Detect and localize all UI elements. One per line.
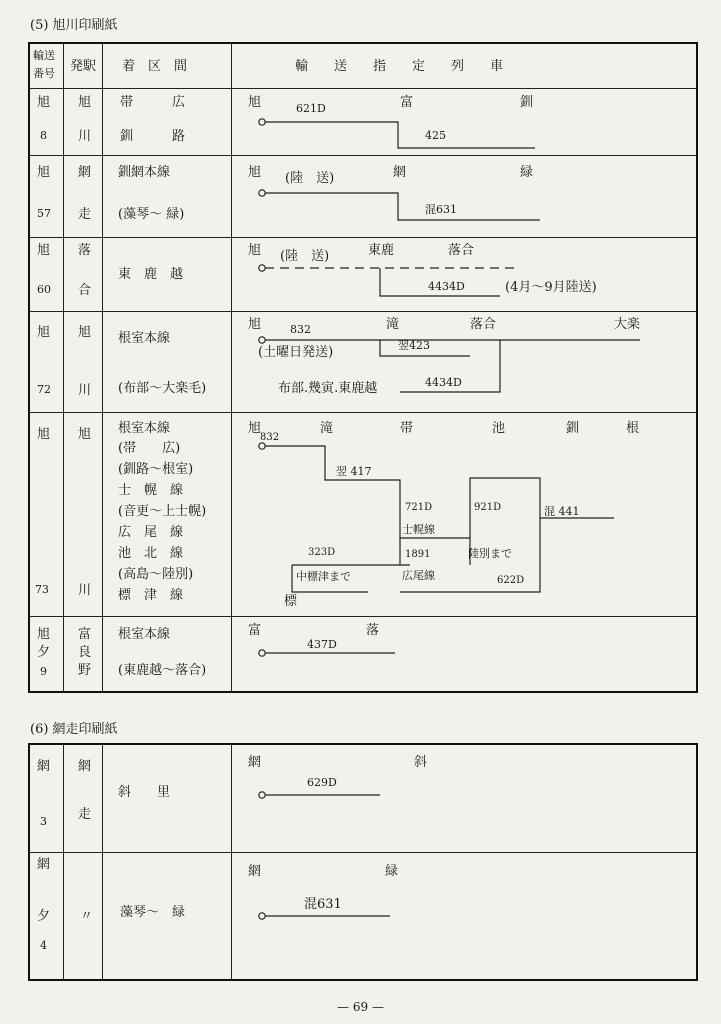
header-destination: 着 区 間 — [122, 59, 188, 74]
section-5-title: (5) 旭川印刷紙 — [30, 18, 118, 33]
section-6-title: (6) 網走印刷紙 — [30, 722, 118, 737]
document-page: (5) 旭川印刷紙 輸送 番号 発駅 着 区 間 輸 送 指 定 列 車 旭 8 旭 川 帯 広 釧 路 旭 621D 富 釧 425 旭 57 網 走 釧網本線 (藻琴〜 緑) 旭 (陸 送) 網 緑 混631 旭 60 落 合 東 鹿 越 旭 (陸 送) 東鹿 落合 4434D (4月〜9月陸送) 旭 72 旭 川 根室本線 (布部〜大楽毛) 旭 832 滝 落合 大楽 (土曜日発送) 翌423 4434D 布部.幾寅.東鹿越 旭 73 旭 川 根室本線 (帯 広) (釧路〜根室) 士 幌 線 (音更〜上士幌) 広 尾 線 池 北 線 (高島〜陸別) 標 津 線 旭 832 滝 帯 池 釧 根 翌 417 721D 士幌線 1891 921D 陸別まで 混 441 323D 中標津まで 広尾線 622D 標 旭 夕 9 富 良 野 根室本線 (東鹿越〜落合) 富 437D 落 (6) 網走印刷紙 網 3 網 走 斜 里 網 629D 斜 網 夕 4 〃 藻琴〜 緑 網 混631 緑 — 69 — — [0, 0, 721, 1024]
page-number: — 69 — — [337, 1000, 384, 1014]
header-train: 輸 送 指 定 列 車 — [295, 59, 504, 74]
header-number: 輸送 — [33, 49, 55, 62]
header-station: 発駅 — [70, 59, 97, 74]
